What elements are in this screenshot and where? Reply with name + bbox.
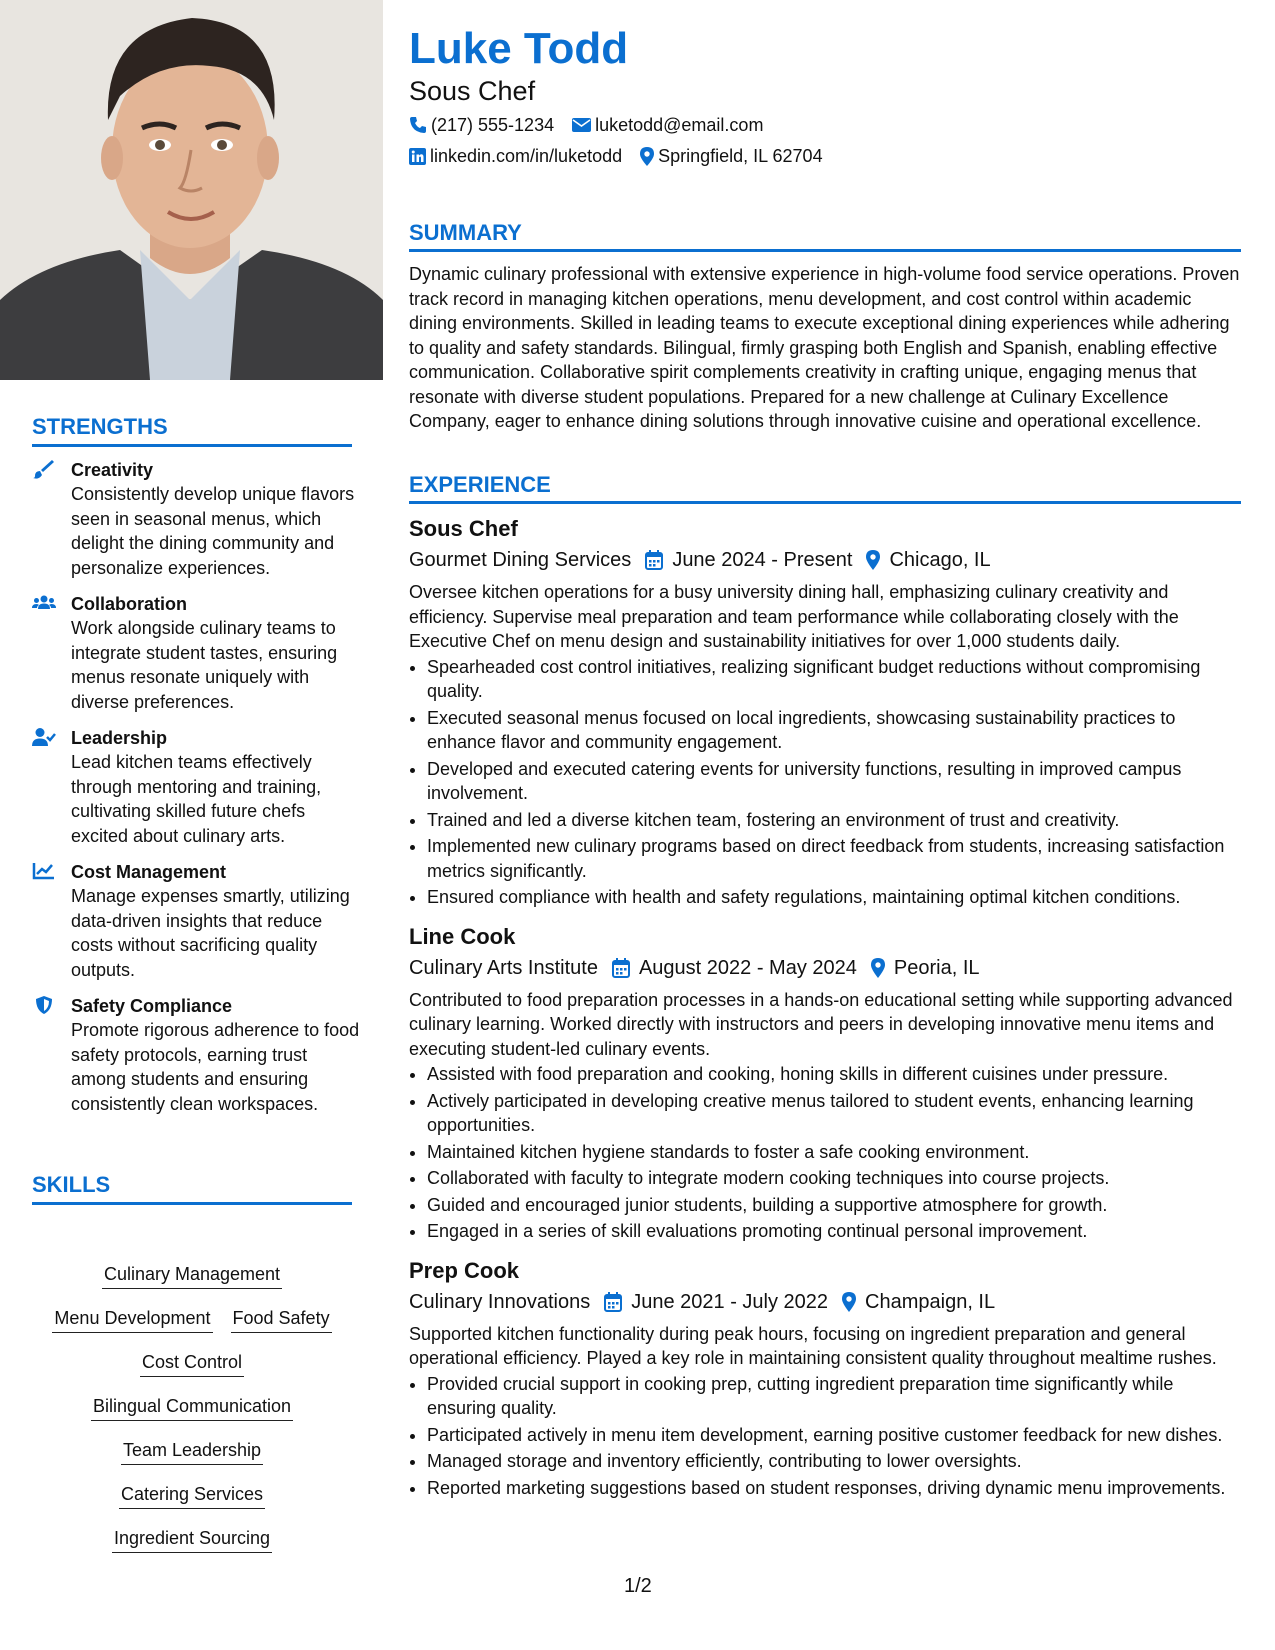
strength-name: Leadership [71,728,168,748]
skill-tag: Food Safety [231,1306,332,1333]
contact-email[interactable] [572,113,763,137]
skill-row [32,1350,352,1377]
job-description: Supported kitchen functionality during peak hours, focusing on ingredient preparation and general operational efficiency. Played a key role in maintaining consistent quality throughout mealtime rushes. [409,1323,1217,1368]
contact-location [640,144,822,168]
strength-item [32,860,362,982]
candidate-name: Luke Todd [409,24,629,73]
job-dates: June 2021 - July 2022 [631,1290,829,1313]
left-column [0,0,383,1650]
job-bullets [409,1372,1241,1501]
job-bullet: • Participated actively in menu item development, earning positive customer feedback for new dishes. [427,1423,1241,1448]
job-meta [409,952,1241,984]
job-bullets [409,1062,1241,1244]
calendar-icon [604,1292,622,1312]
map-pin-icon [866,550,880,570]
skill-row [32,1262,352,1289]
skill-tag: Bilingual Communication [91,1394,293,1421]
job-bullet: • Spearheaded cost control initiatives, realizing significant budget reductions without compromising quality. [427,655,1241,704]
location-text: Springfield, IL 62704 [658,146,823,166]
job-bullet: • Implemented new culinary programs based on direct feedback from students, increasing satisfaction metrics significantly. [427,834,1241,883]
phone-text: (217) 555-1234 [431,115,555,135]
linkedin-text: linkedin.com/in/luketodd [430,146,623,166]
strength-description: Work alongside culinary teams to integrate student tastes, ensuring menus resonate uniquely with diverse preferences. [71,618,338,712]
job-bullet: • Managed storage and inventory efficiently, contributing to lower oversights. [427,1449,1241,1474]
strength-description: Consistently develop unique flavors seen in seasonal menus, which delight the dining community and personalize experiences. [71,484,355,578]
email-text: luketodd@email.com [595,115,764,135]
job-bullet: • Maintained kitchen hygiene standards to foster a safe cooking environment. [427,1140,1241,1165]
map-pin-icon [842,1292,856,1312]
job-location: Chicago, IL [889,549,991,571]
linkedin-icon [409,148,426,165]
shield-icon [32,995,56,1015]
summary-heading: SUMMARY [409,220,1241,252]
job-bullets [409,655,1241,910]
strengths-heading: STRENGTHS [32,414,352,447]
page-number: 1/2 [624,1575,652,1597]
candidate-role: Sous Chef [409,76,536,106]
job-bullet: • Ensured compliance with health and safety regulations, maintaining optimal kitchen conditions. [427,885,1241,910]
job-entry [409,514,1241,910]
job-title: Prep Cook [409,1257,520,1283]
strength-name: Safety Compliance [71,996,233,1016]
job-company: Gourmet Dining Services [409,549,632,571]
strength-item [32,726,362,848]
job-bullet: • Engaged in a series of skill evaluations promoting continual personal improvement. [427,1219,1241,1244]
contact-row [409,113,763,137]
job-company: Culinary Arts Institute [409,956,598,979]
strength-name: Collaboration [71,594,187,614]
user-check-icon [32,727,56,747]
job-title: Line Cook [409,923,516,949]
strength-description: Lead kitchen teams effectively through mentoring and training, cultivating skilled future chefs excited about culinary arts. [71,752,322,846]
job-bullet: • Provided crucial support in cooking prep, cutting ingredient preparation time significantly while ensuring quality. [427,1372,1241,1421]
job-meta [409,1286,1241,1318]
skill-row [32,1526,352,1553]
map-pin-icon [871,958,885,978]
skill-tag: Cost Control [140,1350,244,1377]
skill-row [32,1394,352,1421]
job-title: Sous Chef [409,516,518,541]
profile-photo-image [0,0,383,380]
summary-text: Dynamic culinary professional with extensive experience in high-volume food service operations. Proven track record in managing kitchen operations, menu development, and cost control within academic dining environments. Skilled in leading teams to execute exceptional dining experiences while adhering to quality and safety standards. Bilingual, firmly grasping both English and Spanish, enabling effective communication. Collaborative spirit complements creativity in crafting unique, engaging menus that resonate with diverse student populations. Prepared for a new challenge at Culinary Excellence Company, eager to enhance dining solutions through innovative cuisine and operational excellence. [409,264,1240,431]
job-entry [409,922,1241,1244]
job-bullet: • Developed and executed catering events for university functions, resulting in improved campus involvement. [427,757,1241,806]
strengths-list [32,458,362,1128]
experience-list [409,514,1241,1512]
job-description: Oversee kitchen operations for a busy university dining hall, emphasizing culinary creativity and efficiency. Supervise meal preparation and team performance while collaborating closely with the Executive Chef on menu design and sustainability initiatives for over 1,000 students daily. [409,582,1179,651]
contact-phone [409,113,554,137]
skill-tag: Catering Services [119,1482,265,1509]
strength-description: Promote rigorous adherence to food safety protocols, earning trust among students and ensuring consistently clean workspaces. [71,1020,360,1114]
calendar-icon [645,550,663,570]
calendar-icon [612,958,630,978]
skills-heading: SKILLS [32,1172,352,1205]
job-meta [409,544,1241,576]
job-dates: June 2024 - Present [672,549,853,571]
job-dates: August 2022 - May 2024 [638,956,857,979]
map-pin-icon [640,147,654,166]
contact-row [409,144,823,168]
users-icon [32,593,56,613]
job-bullet: • Assisted with food preparation and cooking, honing skills in different cuisines under pressure. [427,1062,1241,1087]
job-location: Peoria, IL [893,956,980,979]
strength-description: Manage expenses smartly, utilizing data-driven insights that reduce costs without sacrificing quality outputs. [71,886,350,980]
job-bullet: • Collaborated with faculty to integrate modern cooking techniques into course projects. [427,1166,1241,1191]
chart-line-icon [32,861,56,881]
strength-item [32,994,362,1116]
job-description: Contributed to food preparation processes in a hands-on educational setting while supporting advanced culinary learning. Worked directly with instructors and peers in developing innovative menu items and executing student-led culinary events. [409,989,1233,1059]
job-bullet: • Actively participated in developing creative menus tailored to student events, enhancing learning opportunities. [427,1089,1241,1138]
skill-tag: Team Leadership [121,1438,263,1465]
brush-icon [32,459,56,479]
strength-name: Creativity [71,460,154,480]
skill-row [32,1482,352,1509]
skill-row [32,1438,352,1465]
profile-photo [0,0,383,380]
skill-tag: Culinary Management [102,1262,282,1289]
strength-name: Cost Management [71,862,227,882]
experience-heading: EXPERIENCE [409,472,1241,504]
contact-linkedin[interactable] [409,144,622,168]
skills-list [32,1262,352,1570]
skill-tag: Menu Development [52,1306,212,1333]
job-company: Culinary Innovations [409,1290,591,1313]
job-bullet: • Guided and encouraged junior students, building a supportive atmosphere for growth. [427,1193,1241,1218]
job-bullet: • Trained and led a diverse kitchen team, fostering an environment of trust and creativity. [427,808,1241,833]
skill-row [32,1306,352,1333]
job-bullet: • Reported marketing suggestions based on student responses, driving dynamic menu improvements. [427,1476,1241,1501]
job-bullet: • Executed seasonal menus focused on local ingredients, showcasing sustainability practices to enhance flavor and community engagement. [427,706,1241,755]
job-location: Champaign, IL [865,1290,996,1313]
strength-item [32,458,362,580]
job-entry [409,1256,1241,1501]
phone-icon [409,116,427,134]
envelope-icon [572,117,591,133]
skill-tag: Ingredient Sourcing [112,1526,272,1553]
strength-item [32,592,362,714]
